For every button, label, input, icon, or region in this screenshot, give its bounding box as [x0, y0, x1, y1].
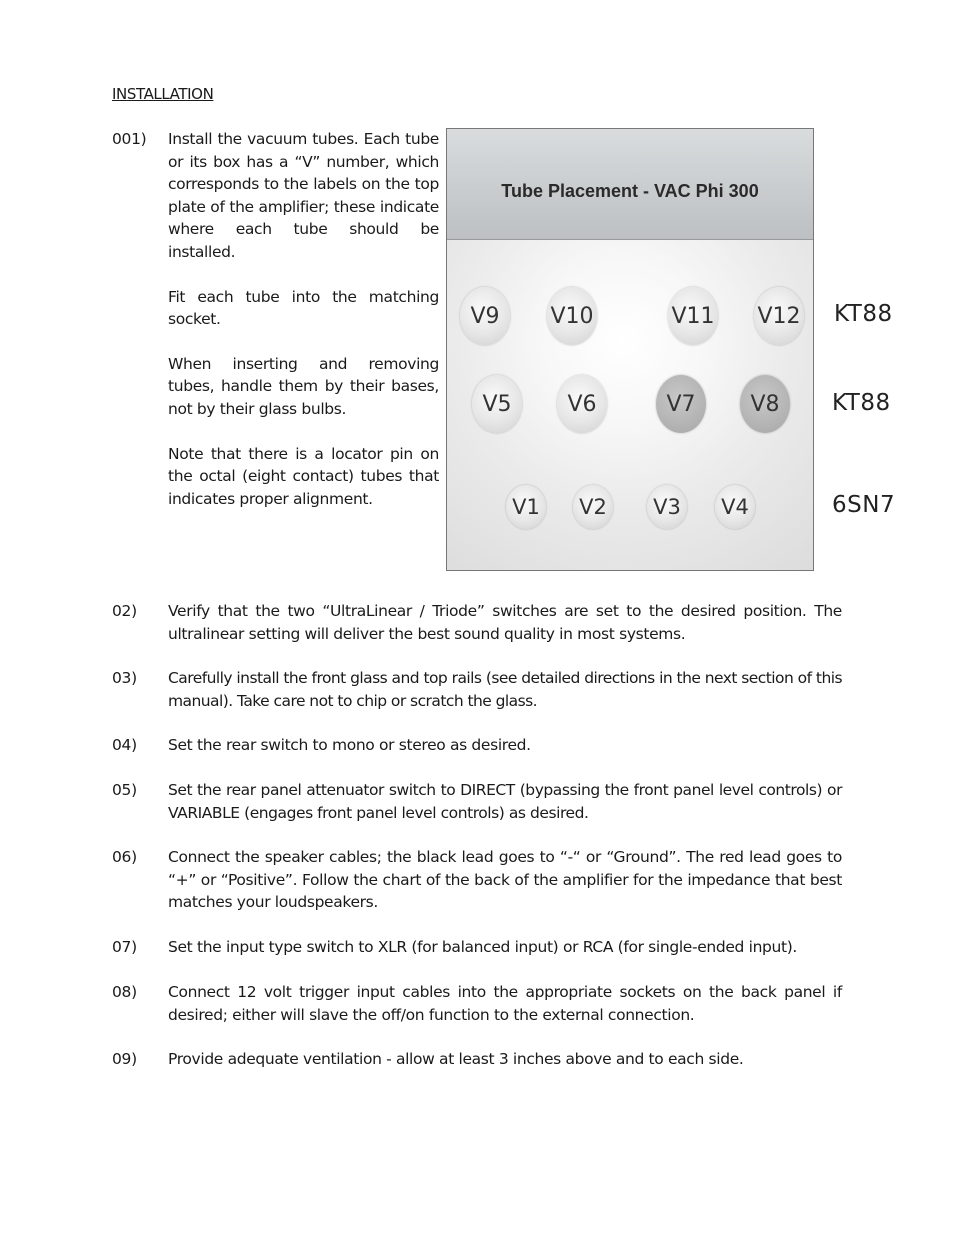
step-number: 06)	[112, 848, 137, 866]
tube-type-row1: KT88	[834, 301, 893, 327]
tube-v12: V12	[754, 287, 804, 345]
step-paragraph: Install the vacuum tubes. Each tube or its box has a “V” number, which corresponds to the labels on the top plate of the amplifier; these indicate where each tube should be installed.	[168, 130, 439, 261]
step-number: 05)	[112, 781, 137, 799]
step-paragraph: Fit each tube into the matching socket.	[168, 287, 439, 329]
diagram-header	[447, 129, 813, 240]
tube-v9: V9	[460, 287, 510, 345]
tube-v3: V3	[647, 485, 687, 529]
step-paragraph: When inserting and removing tubes, handle them by their bases, not by their glass bulbs.	[168, 354, 439, 418]
tube-v10: V10	[547, 287, 597, 345]
tube-type-row2: KT88	[832, 390, 891, 416]
step-number: 02)	[112, 602, 137, 620]
step-text: Carefully install the front glass and top rails (see detailed directions in the next section of this manual). Take care not to chip or scratch the glass.	[168, 669, 842, 710]
step-text: Connect the speaker cables; the black lead goes to “-“ or “Ground”. The red lead goes to “+” or “Positive”. Follow the chart of the back of the amplifier for the impedance that best matches your loudspeakers.	[168, 848, 842, 912]
tube-v4: V4	[715, 485, 755, 529]
step-text: Connect 12 volt trigger input cables into the appropriate sockets on the back panel if desired; either will slave the off/on function to the external connection.	[168, 983, 842, 1024]
step-text: Set the rear panel attenuator switch to DIRECT (bypassing the front panel level controls) or VARIABLE (engages front panel level controls) as desired.	[168, 781, 842, 822]
step-number: 08)	[112, 983, 137, 1001]
diagram-title: Tube Placement - VAC Phi 300	[501, 181, 759, 201]
step-number: 04)	[112, 736, 137, 754]
step-number: 09)	[112, 1050, 137, 1068]
step-text: Verify that the two “UltraLinear / Triode” switches are set to the desired position. The ultralinear setting will deliver the best sound quality in most systems.	[168, 602, 842, 643]
step-text: Set the rear switch to mono or stereo as desired.	[168, 736, 531, 754]
tube-type-row3: 6SN7	[832, 492, 896, 518]
tube-v7: V7	[656, 375, 706, 433]
tube-v6: V6	[557, 375, 607, 433]
step-number: 07)	[112, 938, 137, 956]
step-number: 001)	[112, 130, 147, 148]
section-heading: INSTALLATION	[112, 85, 214, 103]
step-number: 03)	[112, 669, 137, 687]
tube-v8: V8	[740, 375, 790, 433]
tube-v2: V2	[573, 485, 613, 529]
tube-v11: V11	[668, 287, 718, 345]
step-text: Set the input type switch to XLR (for balanced input) or RCA (for single-ended input).	[168, 938, 798, 956]
step-text: Provide adequate ventilation - allow at least 3 inches above and to each side.	[168, 1050, 744, 1068]
step-text	[168, 128, 439, 510]
tube-v5: V5	[472, 375, 522, 433]
tube-v1: V1	[506, 485, 546, 529]
tube-placement-diagram	[446, 128, 814, 571]
step-paragraph: Note that there is a locator pin on the octal (eight contact) tubes that indicates proper alignment.	[168, 444, 439, 508]
